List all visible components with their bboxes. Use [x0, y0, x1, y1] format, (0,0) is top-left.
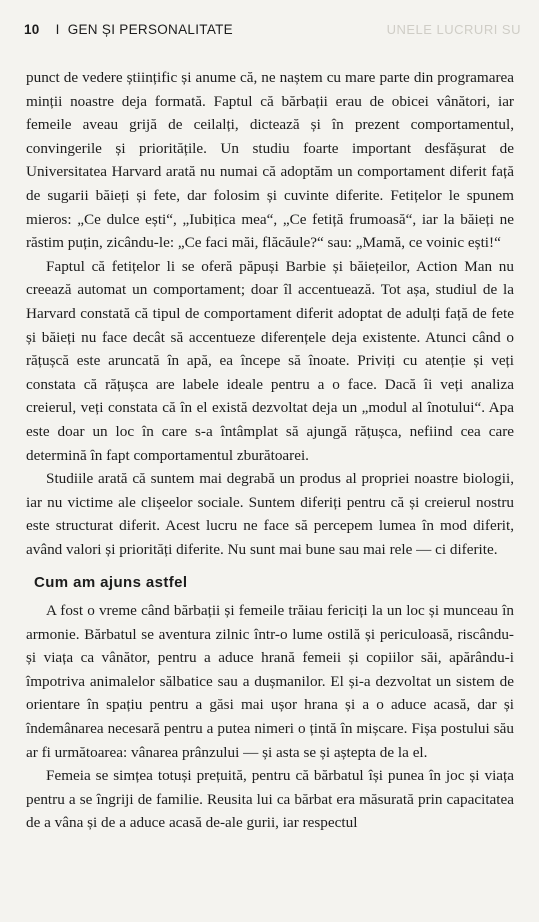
body-text: [26, 66, 514, 835]
paragraph: A fost o vreme când bărbații și femeile trăiau fericiți la un loc și munceau în armonie. Bărbatul se aventura zilnic într-o lume ostilă și periculoasă, riscându-și viața ca vânător, pentru a aduce hrană femeii și copiilor săi, apărându-i împotriva animalelor sălbatice sau a dușmanilor. El și-a dezvoltat un sistem de orientare în spațiu pentru a găsi mai ușor hrana și a o aduce acasă, dar și îndemânarea necesară pentru a putea nimeri o țintă în mișcare. Fișa postului său ar fi următoarea: vânarea prânzului — și asta se și aștepta de la el.: [26, 602, 514, 761]
page-number: 10: [24, 22, 40, 37]
paragraph: Studiile arată că suntem mai degrabă un produs al propriei noastre biologii, iar nu victime ale clișeelor sociale. Suntem diferiți pentru că și creierul nostru este structurat diferit. Acest lucru ne face să percepem lumea în mod diferit, având valori și priorități diferite. Nu sunt mai bune sau mai rele — ci diferite.: [26, 470, 514, 558]
header-separator: I: [55, 22, 60, 37]
section-heading: Cum am ajuns astfel: [34, 574, 188, 592]
paragraph: Faptul că fetițelor li se oferă păpuși Barbie și băiețeilor, Action Man nu creează automat un comportament; doar îl accentuează. Tot așa, studiul de la Harvard constată că tipul de comportament diferit adoptat de adulți față de fete și băieți nu face decât să accentueze diferențele deja existente. Atunci când o rățușcă este aruncată în apă, ea începe să înoate. Priviți cu atenție și veți constata că rățușca are labele ideale pentru a o face. Dacă îi veți analiza creierul, veți constata că în el există dezvoltat deja un „modul al înotului“. Apa este doar un loc în care s-a întâmplat să ajungă rățușca, nefiind cea care determină în fapt comportamentul zburătoarei.: [26, 257, 514, 464]
paragraph: punct de vedere științific și anume că, ne naștem cu mare parte din programarea minții noastre deja formată. Faptul că bărbații erau de obicei vânători, iar femeile aveau grijă de ceilalți, dictează și în prezent comportamentul, convingerile și prioritățile. Un studiu foarte important desfășurat de Universitatea Harvard arată nu numai că adoptăm un comportament diferit față de sugarii băieți și fete, dar folosim și cuvinte diferite. Fetițelor le spunem mieros: „Ce dulce ești“, „Iubițica mea“, „Ce fetiță frumoasă“, iar la băieți ne răstim puțin, zicându-le: „Ce faci măi, flăcăule?“ sau: „Mamă, ce voinic ești!“: [26, 69, 514, 252]
paragraph: Femeia se simțea totuși prețuită, pentru că bărbatul își punea în joc și viața pentru a se îngriji de familie. Reusita lui ca bărbat era măsurată prin capacitatea de a vâna și de a aduce acasă de-ale gurii, iar respectul: [26, 767, 514, 832]
running-title: GEN ȘI PERSONALITATE: [67, 22, 233, 37]
bleed-through-text: UNELE LUCRURI SU: [386, 22, 521, 37]
